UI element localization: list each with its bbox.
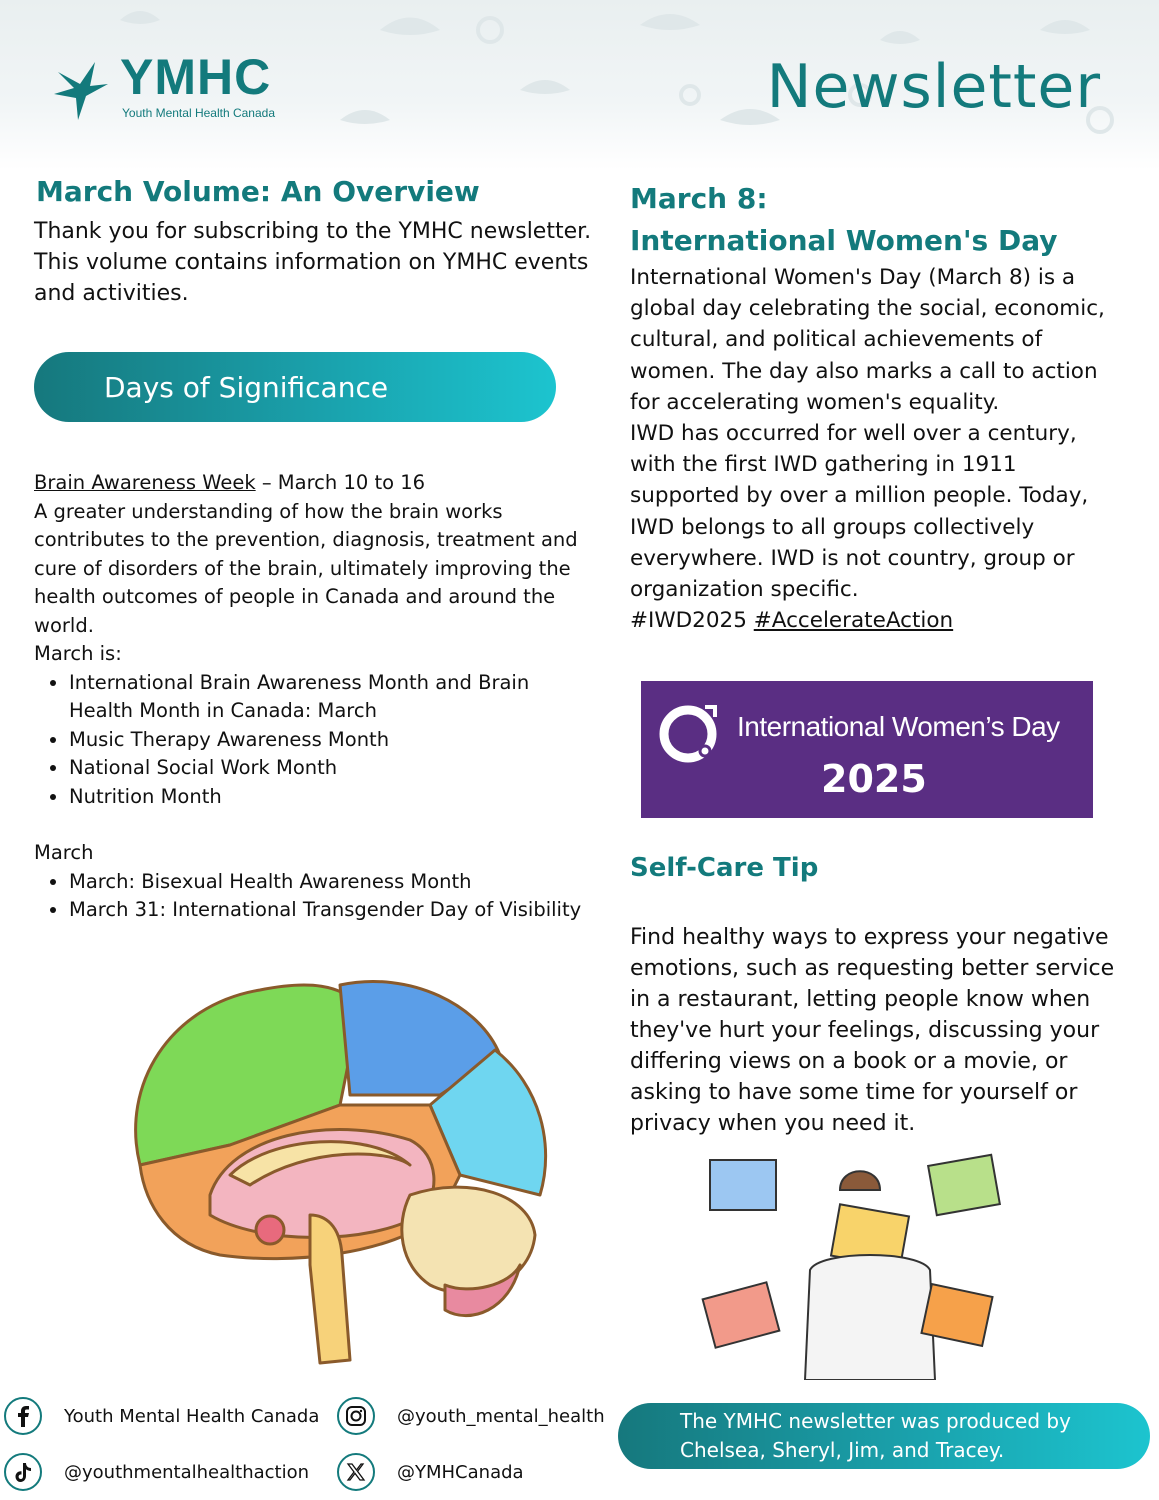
instagram-icon xyxy=(337,1397,375,1435)
list-item: • March: Bisexual Health Awareness Month xyxy=(69,868,594,897)
march-list xyxy=(34,868,594,925)
overview-section xyxy=(34,175,594,309)
facebook-handle: Youth Mental Health Canada xyxy=(64,1405,320,1427)
march-is-label: March is: xyxy=(34,642,122,665)
iwd-hashtags xyxy=(630,605,1110,636)
iwd-title xyxy=(630,178,1110,262)
facebook-icon xyxy=(4,1397,42,1435)
list-item: • International Brain Awareness Month and Brain Health Month in Canada: March xyxy=(69,669,594,726)
overview-title: March Volume: An Overview xyxy=(36,175,480,208)
social-instagram[interactable] xyxy=(337,1397,605,1435)
social-tiktok[interactable] xyxy=(4,1453,309,1491)
self-care-text: Find healthy ways to express your negative emotions, such as requesting better service in a restaurant, letting people know when they've hurt your feelings, discussing your differing views on a book or a movie, or asking to have some time for yourself or privacy when you need it. xyxy=(630,925,1115,1136)
iwd-banner-title: International Women’s Day xyxy=(737,711,1060,742)
iwd-title-line1: March 8: xyxy=(630,182,768,215)
social-x[interactable] xyxy=(337,1453,524,1491)
overview-text: Thank you for subscribing to the YMHC newsletter. This volume contains information on YMHC events and activities. xyxy=(34,219,592,306)
days-of-significance-banner: Days of Significance xyxy=(34,352,556,422)
logo-text: YMHC xyxy=(120,49,272,105)
brain-week-heading xyxy=(34,469,594,498)
days-of-significance-section xyxy=(34,469,594,925)
instagram-handle: @youth_mental_health xyxy=(397,1405,605,1427)
x-handle: @YMHCanada xyxy=(397,1461,524,1483)
march-is-list xyxy=(34,669,594,812)
ymhc-logo[interactable] xyxy=(50,48,310,128)
brain-week-dates: – March 10 to 16 xyxy=(255,471,426,494)
page-title: Newsletter xyxy=(766,52,1101,122)
hashtag-iwd2025: #IWD2025 xyxy=(630,608,747,634)
brain-illustration xyxy=(110,965,560,1370)
tiktok-handle: @youthmentalhealthaction xyxy=(64,1461,310,1483)
iwd-symbol-icon xyxy=(653,699,723,769)
credits-banner: The YMHC newsletter was produced by Chelsea, Sheryl, Jim, and Tracey. xyxy=(618,1403,1150,1469)
iwd-banner-year: 2025 xyxy=(821,757,927,801)
march-label: March xyxy=(34,841,94,864)
list-item: • National Social Work Month xyxy=(69,754,594,783)
iwd-title-line2: International Women's Day xyxy=(630,224,1058,257)
bird-logo-icon xyxy=(50,54,110,124)
logo-subtitle: Youth Mental Health Canada xyxy=(122,106,275,120)
iwd-paragraph-1: International Women's Day (March 8) is a global day celebrating the social, economic, cultural, and political achievements of women. The day also marks a call to action for accelerating women's equality. xyxy=(630,265,1105,415)
x-icon xyxy=(337,1453,375,1491)
list-item: • Nutrition Month xyxy=(69,783,594,812)
emotions-illustration xyxy=(700,1150,1020,1380)
hashtag-accelerate-action-link[interactable]: #AccelerateAction xyxy=(753,608,954,634)
brain-awareness-week-link[interactable]: Brain Awareness Week xyxy=(34,471,256,494)
iwd-section xyxy=(630,178,1110,636)
brain-week-text: A greater understanding of how the brain works contributes to the prevention, diagnosis, treatment and cure of disorders of the brain, ultimately improving the health outcomes of people in Canada and around the world. xyxy=(34,499,578,637)
list-item: • Music Therapy Awareness Month xyxy=(69,726,594,755)
iwd-banner xyxy=(641,681,1093,818)
tiktok-icon xyxy=(4,1453,42,1491)
iwd-paragraph-2: IWD has occurred for well over a century, with the first IWD gathering in 1911 supported by over a million people. Today, IWD belongs to all groups collectively everywhere. IWD is not country, group or organization specific. xyxy=(630,421,1089,603)
social-facebook[interactable] xyxy=(4,1397,319,1435)
self-care-title: Self-Care Tip xyxy=(630,853,819,883)
list-item: • March 31: International Transgender Day of Visibility xyxy=(69,896,594,925)
